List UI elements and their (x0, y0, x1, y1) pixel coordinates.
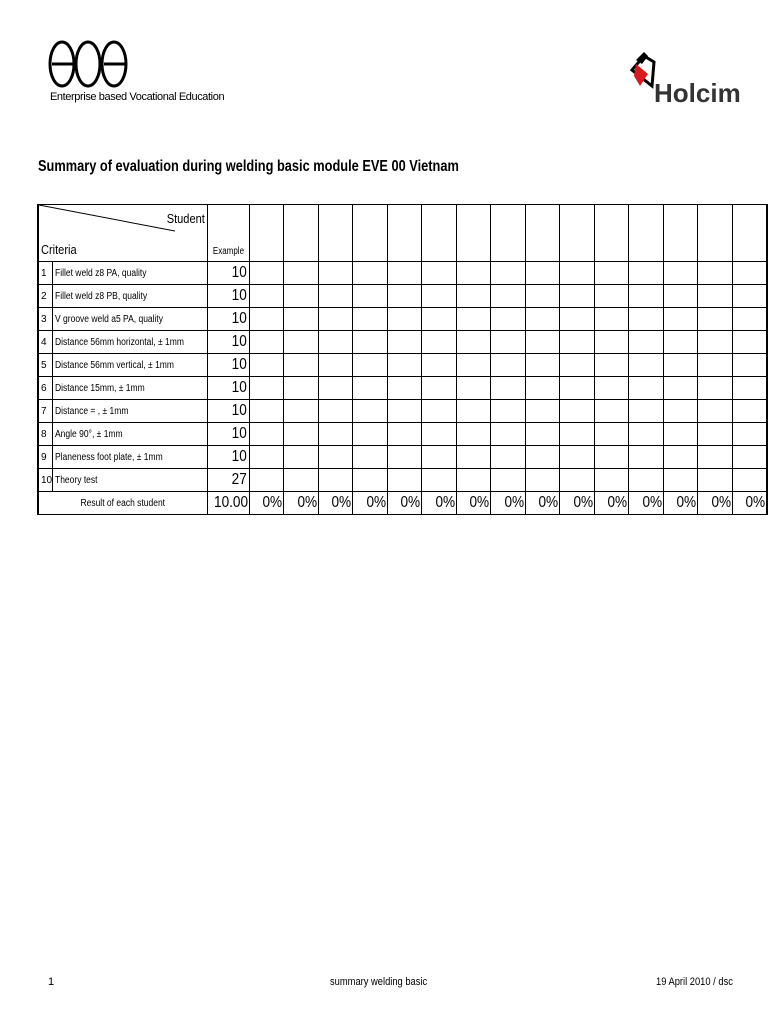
student-score-cell[interactable] (629, 400, 664, 423)
student-score-cell[interactable] (249, 423, 284, 446)
criteria-row (38, 400, 767, 423)
student-result-cell: 0% (284, 492, 319, 515)
student-score-cell[interactable] (353, 308, 388, 331)
student-score-cell[interactable] (353, 446, 388, 469)
student-score-cell[interactable] (560, 262, 595, 285)
student-score-cell[interactable] (560, 469, 595, 492)
student-score-cell[interactable] (491, 400, 526, 423)
student-header-cell[interactable] (594, 205, 629, 262)
result-label: Result of each student (38, 492, 207, 515)
student-score-cell[interactable] (353, 285, 388, 308)
student-score-cell[interactable] (456, 354, 491, 377)
svg-text:Holcim: Holcim (654, 78, 741, 108)
student-result-cell: 0% (491, 492, 526, 515)
criteria-number: 6 (38, 377, 53, 400)
student-result-cell: 0% (663, 492, 698, 515)
student-score-cell[interactable] (422, 331, 457, 354)
criteria-number: 8 (38, 423, 53, 446)
student-result-cell: 0% (353, 492, 388, 515)
student-result-cell: 0% (560, 492, 595, 515)
corner-header (38, 205, 207, 262)
student-score-cell[interactable] (249, 354, 284, 377)
criteria-name: Fillet weld z8 PB, quality (53, 285, 208, 308)
example-score: 10 (207, 423, 249, 446)
student-score-cell[interactable] (387, 308, 422, 331)
student-score-cell[interactable] (491, 446, 526, 469)
student-score-cell[interactable] (491, 469, 526, 492)
student-score-cell[interactable] (422, 400, 457, 423)
student-score-cell[interactable] (249, 377, 284, 400)
student-score-cell[interactable] (594, 285, 629, 308)
student-score-cell[interactable] (698, 423, 733, 446)
student-score-cell[interactable] (422, 377, 457, 400)
student-score-cell[interactable] (698, 285, 733, 308)
student-score-cell[interactable] (353, 262, 388, 285)
student-score-cell[interactable] (698, 377, 733, 400)
footer-page-number: 1 (48, 976, 55, 988)
criteria-row (38, 331, 767, 354)
student-score-cell[interactable] (560, 377, 595, 400)
student-score-cell[interactable] (387, 469, 422, 492)
holcim-logo (626, 46, 746, 110)
student-score-cell[interactable] (594, 262, 629, 285)
student-score-cell[interactable] (387, 446, 422, 469)
student-score-cell[interactable] (249, 331, 284, 354)
criteria-name: Distance 56mm vertical, ± 1mm (53, 354, 208, 377)
student-score-cell[interactable] (422, 285, 457, 308)
student-score-cell[interactable] (491, 377, 526, 400)
student-score-cell[interactable] (525, 331, 560, 354)
student-score-cell[interactable] (629, 354, 664, 377)
student-score-cell[interactable] (663, 285, 698, 308)
student-score-cell[interactable] (663, 400, 698, 423)
student-score-cell[interactable] (422, 262, 457, 285)
student-result-cell: 0% (249, 492, 284, 515)
student-score-cell[interactable] (249, 446, 284, 469)
student-score-cell[interactable] (594, 446, 629, 469)
example-score: 10 (207, 308, 249, 331)
student-header-cell[interactable] (663, 205, 698, 262)
student-score-cell[interactable] (284, 262, 319, 285)
student-score-cell[interactable] (353, 423, 388, 446)
student-score-cell[interactable] (284, 400, 319, 423)
student-result-cell: 0% (525, 492, 560, 515)
example-score: 10 (207, 400, 249, 423)
student-score-cell[interactable] (594, 331, 629, 354)
student-score-cell[interactable] (318, 354, 353, 377)
footer-document-name: summary welding basic (330, 976, 428, 988)
student-score-cell[interactable] (387, 400, 422, 423)
student-score-cell[interactable] (456, 446, 491, 469)
example-score: 10 (207, 354, 249, 377)
student-score-cell[interactable] (525, 423, 560, 446)
student-score-cell[interactable] (422, 308, 457, 331)
student-score-cell[interactable] (456, 423, 491, 446)
student-score-cell[interactable] (663, 262, 698, 285)
student-score-cell[interactable] (629, 446, 664, 469)
student-score-cell[interactable] (249, 285, 284, 308)
student-header-cell[interactable] (525, 205, 560, 262)
student-score-cell[interactable] (663, 354, 698, 377)
criteria-row (38, 262, 767, 285)
criteria-name: Fillet weld z8 PA, quality (53, 262, 208, 285)
criteria-row (38, 308, 767, 331)
criteria-row (38, 285, 767, 308)
criteria-number: 1 (38, 262, 53, 285)
student-score-cell[interactable] (284, 469, 319, 492)
student-score-cell[interactable] (560, 285, 595, 308)
student-score-cell[interactable] (284, 354, 319, 377)
student-score-cell[interactable] (491, 423, 526, 446)
student-score-cell[interactable] (732, 377, 767, 400)
student-header-cell[interactable] (732, 205, 767, 262)
student-score-cell[interactable] (698, 446, 733, 469)
student-score-cell[interactable] (456, 331, 491, 354)
student-score-cell[interactable] (594, 423, 629, 446)
student-score-cell[interactable] (387, 423, 422, 446)
student-score-cell[interactable] (663, 446, 698, 469)
student-score-cell[interactable] (318, 331, 353, 354)
criteria-row (38, 423, 767, 446)
student-score-cell[interactable] (560, 331, 595, 354)
student-result-cell: 0% (387, 492, 422, 515)
student-score-cell[interactable] (629, 285, 664, 308)
student-score-cell[interactable] (491, 331, 526, 354)
student-score-cell[interactable] (422, 354, 457, 377)
student-result-cell: 0% (456, 492, 491, 515)
student-result-cell: 0% (318, 492, 353, 515)
student-score-cell[interactable] (353, 469, 388, 492)
example-score: 10 (207, 446, 249, 469)
student-score-cell[interactable] (594, 308, 629, 331)
student-score-cell[interactable] (629, 262, 664, 285)
student-score-cell[interactable] (525, 354, 560, 377)
student-score-cell[interactable] (284, 308, 319, 331)
criteria-label: Criteria (41, 242, 77, 257)
student-score-cell[interactable] (560, 400, 595, 423)
student-score-cell[interactable] (318, 446, 353, 469)
student-score-cell[interactable] (422, 446, 457, 469)
example-score: 10 (207, 262, 249, 285)
student-score-cell[interactable] (525, 400, 560, 423)
student-score-cell[interactable] (491, 354, 526, 377)
student-score-cell[interactable] (732, 331, 767, 354)
student-score-cell[interactable] (594, 354, 629, 377)
criteria-name: Distance = , ± 1mm (53, 400, 208, 423)
criteria-name: V groove weld a5 PA, quality (53, 308, 208, 331)
student-score-cell[interactable] (732, 308, 767, 331)
criteria-number: 9 (38, 446, 53, 469)
example-score: 10 (207, 331, 249, 354)
student-label: Student (166, 211, 205, 226)
student-score-cell[interactable] (594, 400, 629, 423)
result-example: 10.00 (207, 492, 249, 515)
student-score-cell[interactable] (249, 469, 284, 492)
student-score-cell[interactable] (560, 354, 595, 377)
student-header-cell[interactable] (284, 205, 319, 262)
student-score-cell[interactable] (698, 400, 733, 423)
student-header-cell[interactable] (456, 205, 491, 262)
result-row (38, 492, 767, 515)
footer-date: 19 April 2010 / dsc (656, 976, 733, 988)
example-score: 10 (207, 377, 249, 400)
criteria-number: 7 (38, 400, 53, 423)
student-score-cell[interactable] (663, 331, 698, 354)
student-score-cell[interactable] (491, 308, 526, 331)
student-score-cell[interactable] (284, 446, 319, 469)
student-score-cell[interactable] (318, 262, 353, 285)
student-result-cell: 0% (698, 492, 733, 515)
student-score-cell[interactable] (732, 400, 767, 423)
student-header-cell[interactable] (491, 205, 526, 262)
student-score-cell[interactable] (284, 285, 319, 308)
student-score-cell[interactable] (284, 377, 319, 400)
student-score-cell[interactable] (732, 285, 767, 308)
criteria-row (38, 354, 767, 377)
student-score-cell[interactable] (318, 377, 353, 400)
student-result-cell: 0% (629, 492, 664, 515)
example-score: 27 (207, 469, 249, 492)
criteria-number: 2 (38, 285, 53, 308)
criteria-name: Distance 15mm, ± 1mm (53, 377, 208, 400)
student-header-cell[interactable] (318, 205, 353, 262)
student-score-cell[interactable] (732, 354, 767, 377)
student-score-cell[interactable] (456, 285, 491, 308)
student-score-cell[interactable] (353, 354, 388, 377)
criteria-number: 5 (38, 354, 53, 377)
student-score-cell[interactable] (353, 331, 388, 354)
student-score-cell[interactable] (698, 354, 733, 377)
student-score-cell[interactable] (629, 377, 664, 400)
student-score-cell[interactable] (284, 423, 319, 446)
student-score-cell[interactable] (456, 469, 491, 492)
student-header-cell[interactable] (353, 205, 388, 262)
student-score-cell[interactable] (456, 400, 491, 423)
student-score-cell[interactable] (318, 400, 353, 423)
student-score-cell[interactable] (525, 469, 560, 492)
student-score-cell[interactable] (560, 446, 595, 469)
student-score-cell[interactable] (318, 308, 353, 331)
student-score-cell[interactable] (318, 423, 353, 446)
student-header-cell[interactable] (249, 205, 284, 262)
example-header: Example (207, 205, 249, 262)
student-score-cell[interactable] (249, 308, 284, 331)
criteria-row (38, 377, 767, 400)
page-title: Summary of evaluation during welding basic module EVE 00 Vietnam (38, 158, 459, 175)
student-score-cell[interactable] (491, 262, 526, 285)
example-score: 10 (207, 285, 249, 308)
student-score-cell[interactable] (525, 446, 560, 469)
student-score-cell[interactable] (663, 377, 698, 400)
student-score-cell[interactable] (456, 377, 491, 400)
student-header-cell[interactable] (387, 205, 422, 262)
criteria-number: 3 (38, 308, 53, 331)
student-score-cell[interactable] (249, 262, 284, 285)
student-score-cell[interactable] (594, 377, 629, 400)
student-score-cell[interactable] (629, 469, 664, 492)
student-header-cell[interactable] (560, 205, 595, 262)
student-score-cell[interactable] (663, 423, 698, 446)
student-score-cell[interactable] (698, 469, 733, 492)
criteria-name: Theory test (53, 469, 208, 492)
student-score-cell[interactable] (525, 285, 560, 308)
student-score-cell[interactable] (698, 331, 733, 354)
student-header-cell[interactable] (422, 205, 457, 262)
student-score-cell[interactable] (629, 331, 664, 354)
criteria-name: Planeness foot plate, ± 1mm (53, 446, 208, 469)
criteria-name: Distance 56mm horizontal, ± 1mm (53, 331, 208, 354)
criteria-number: 10 (38, 469, 53, 492)
student-score-cell[interactable] (387, 331, 422, 354)
student-score-cell[interactable] (732, 262, 767, 285)
student-score-cell[interactable] (732, 446, 767, 469)
student-score-cell[interactable] (387, 354, 422, 377)
student-header-cell[interactable] (629, 205, 664, 262)
student-score-cell[interactable] (456, 308, 491, 331)
student-score-cell[interactable] (353, 377, 388, 400)
student-score-cell[interactable] (525, 262, 560, 285)
criteria-row (38, 446, 767, 469)
evaluation-table (37, 204, 768, 515)
student-score-cell[interactable] (698, 308, 733, 331)
eve-logo (48, 38, 128, 90)
student-score-cell[interactable] (491, 285, 526, 308)
student-score-cell[interactable] (732, 423, 767, 446)
student-result-cell: 0% (732, 492, 767, 515)
student-score-cell[interactable] (387, 262, 422, 285)
student-score-cell[interactable] (456, 262, 491, 285)
student-result-cell: 0% (422, 492, 457, 515)
student-score-cell[interactable] (560, 423, 595, 446)
criteria-row (38, 469, 767, 492)
student-score-cell[interactable] (318, 285, 353, 308)
student-score-cell[interactable] (560, 308, 595, 331)
student-score-cell[interactable] (525, 377, 560, 400)
student-header-cell[interactable] (698, 205, 733, 262)
student-score-cell[interactable] (249, 400, 284, 423)
student-score-cell[interactable] (353, 400, 388, 423)
student-score-cell[interactable] (629, 308, 664, 331)
criteria-name: Angle 90°, ± 1mm (53, 423, 208, 446)
student-score-cell[interactable] (663, 308, 698, 331)
student-score-cell[interactable] (284, 331, 319, 354)
student-score-cell[interactable] (663, 469, 698, 492)
student-score-cell[interactable] (525, 308, 560, 331)
student-score-cell[interactable] (387, 377, 422, 400)
student-score-cell[interactable] (629, 423, 664, 446)
student-score-cell[interactable] (318, 469, 353, 492)
student-score-cell[interactable] (387, 285, 422, 308)
student-score-cell[interactable] (698, 262, 733, 285)
student-score-cell[interactable] (732, 469, 767, 492)
student-score-cell[interactable] (594, 469, 629, 492)
student-score-cell[interactable] (422, 423, 457, 446)
student-score-cell[interactable] (422, 469, 457, 492)
org-name: Enterprise based Vocational Education (50, 91, 225, 103)
criteria-number: 4 (38, 331, 53, 354)
student-result-cell: 0% (594, 492, 629, 515)
